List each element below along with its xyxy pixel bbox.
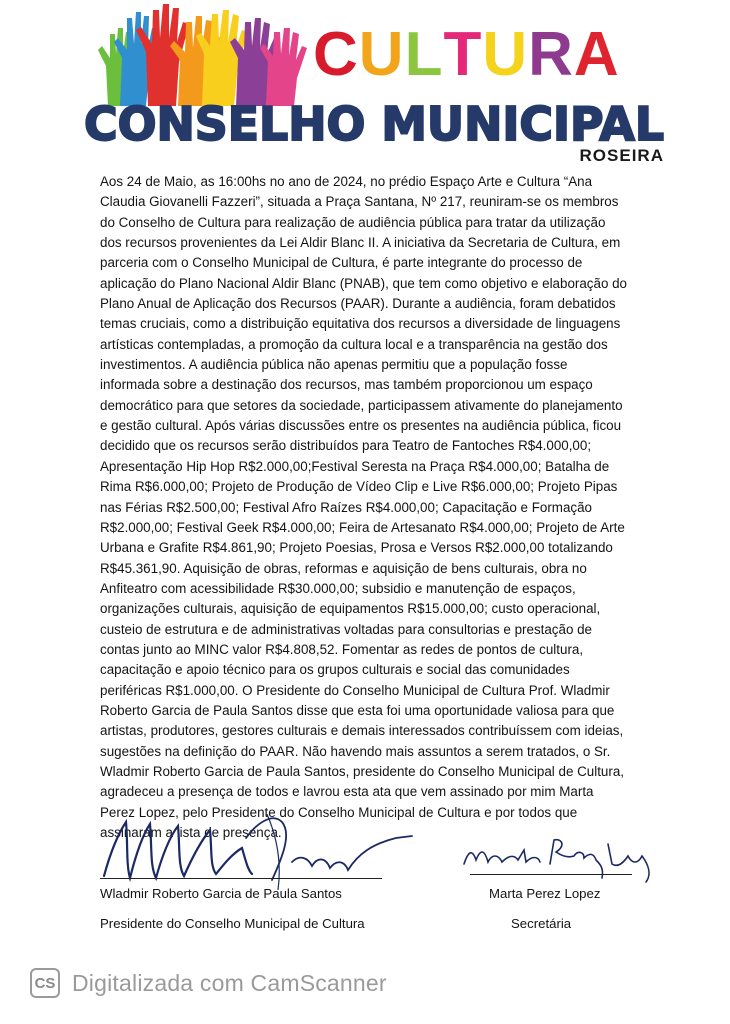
secretary-role: Secretária: [511, 916, 572, 931]
letterhead: [80, 0, 670, 168]
minutes-paragraph: Aos 24 de Maio, as 16:00hs no ano de 2024, no prédio Espaço Arte e Cultura “Ana Claudia Giovanelli Fazzeri”, situada a Praça Santana, Nº 217, reuniram-se os membros do Conselho de Cultura para realização de audiência pública para tratar da utilização dos recursos provenientes da Lei Aldir Blanc II. A iniciativa da Secretaria de Cultura, em parceria com o Conselho Municipal de Cultura, é parte integrante do processo de aplicação do Plano Nacional Aldir Blanc (PNAB), que tem como objetivo e elaboração do Plano Anual de Aplicação dos Recursos (PAAR). Durante a audiência, foram debatidos temas cruciais, como a distribuição equitativa dos recursos a diversidade de linguagens artísticas contempladas, a promoção da cultura local e a transparência na gestão dos investimentos. A audiência pública não apenas permitiu que a população fosse informada sobre a destinação dos recursos, mas também proporcionou um espaço democrático para que setores da sociedade, participassem ativamente do planejamento e gestão cultural. Após várias discussões entre os presentes na audiência pública, ficou decidido que os recursos serão distribuídos para Teatro de Fantoches R$4.000,00; Apresentação Hip Hop R$2.000,00;Festival Seresta na Praça R$4.000,00; Batalha de Rima R$6.000,00; Projeto de Produção de Vídeo Clip e Live R$6.000,00; Projeto Pipas nas Férias R$2.500,00; Festival Afro Raízes R$4.000,00; Capacitação e Formação R$2.000,00; Festival Geek R$4.000,00; Feira de Artesanato R$4.000,00; Projeto de Arte Urbana e Grafite R$4.861,90; Projeto Poesias, Prosa e Versos R$2.000,00 totalizando R$45.361,90. Aquisição de obras, reformas e aquisição de bens culturais, obra no Anfiteatro com acessibilidade R$30.000,00; subsidio e manutenção de espaços, organizações culturais, aquisição de equipamentos R$15.000,00; custo operacional, custeio de estrutura e de administrativas voltadas para consultorias e prestação de contas junto ao MINC valor R$4.808,52. Fomentar as redes de pontos de cultura, capacitação e apoio técnico para os grupos culturais e social das comunidades periféricas R$1.000,00. O Presidente do Conselho Municipal de Cultura Prof. Wladmir Roberto Garcia de Paula Santos disse que esta foi uma oportunidade valiosa para que artistas, produtores, gestores culturais e demais interessados contribuíssem com ideias, sugestões na definição do PAAR. Não havendo mais assuntos a serem tratados, o Sr. Wladmir Roberto Garcia de Paula Santos, presidente do Conselho Municipal de Cultura, agradeceu a presença de todos e lavrou esta ata que vem assinado por mim Marta Perez Lopez, pelo Presidente do Conselho Municipal de Cultura e por todos que assinaram a lista de presença.: [100, 174, 628, 840]
city-name: ROSEIRA: [579, 146, 664, 165]
conselho-municipal-title: [82, 100, 666, 146]
camscanner-watermark: [30, 966, 387, 1000]
president-role: Presidente do Conselho Municipal de Cultura: [100, 916, 365, 931]
cultura-letter: A: [573, 20, 620, 89]
cultura-letter: T: [443, 20, 483, 89]
cultura-letter: L: [404, 20, 444, 89]
president-name: Wladmir Roberto Garcia de Paula Santos: [100, 886, 342, 901]
signature-line-left: [100, 878, 382, 879]
signature-line-right: [470, 874, 632, 875]
cultura-letter: U: [358, 20, 405, 89]
cultura-letter: C: [313, 20, 359, 89]
cultura-letter: R: [528, 20, 574, 89]
secretary-handwritten-signature: [458, 834, 658, 884]
cultura-title: [313, 20, 620, 89]
raised-hands-logo: [90, 0, 320, 108]
secretary-name: Marta Perez Lopez: [489, 886, 601, 901]
cultura-letter: U: [482, 20, 529, 89]
signature-block: [0, 812, 730, 942]
watermark-text: Digitalizada com CamScanner: [72, 969, 387, 996]
camscanner-logo-icon: CS: [30, 968, 60, 998]
conselho-municipal-text: CONSELHO MUNICIPAL: [84, 100, 664, 146]
